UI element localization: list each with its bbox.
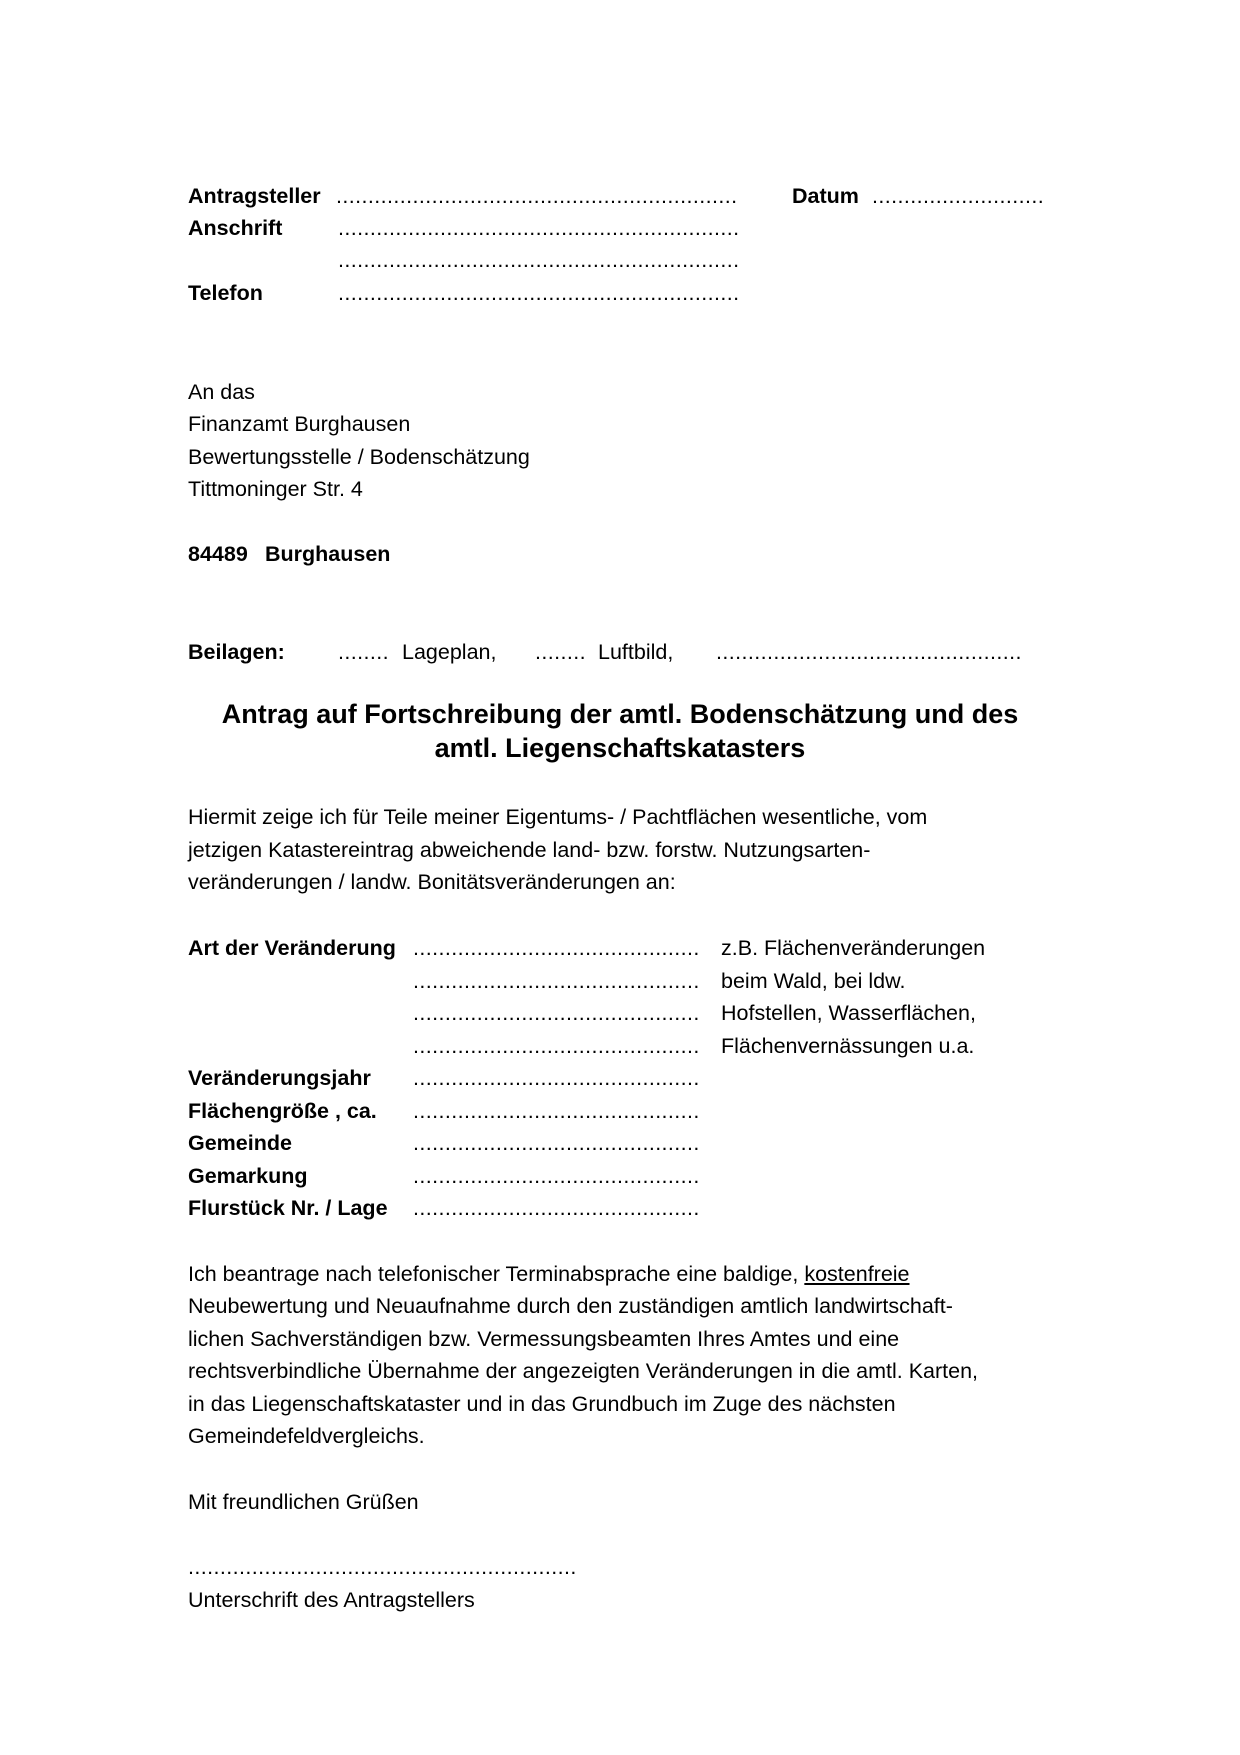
request-line-1-text: Ich beantrage nach telefonischer Terminabsprache eine baldige,: [188, 1262, 805, 1286]
change-year-field[interactable]: .............................................: [413, 1066, 700, 1090]
parcel-number-label: Flurstück Nr. / Lage: [188, 1196, 388, 1220]
request-line-5: in das Liegenschaftskataster und in das Grundbuch im Zuge des nächsten: [188, 1392, 896, 1416]
date-label: Datum: [792, 184, 859, 208]
request-line-3: lichen Sachverständigen bzw. Vermessungsbeamten Ihres Amtes und eine: [188, 1327, 900, 1351]
area-size-label: Flächengröße , ca.: [188, 1099, 377, 1123]
signature-field[interactable]: .............................................................: [188, 1555, 577, 1579]
change-year-label: Veränderungsjahr: [188, 1066, 371, 1090]
recipient-line-1: An das: [188, 380, 255, 404]
request-line-1: [188, 1258, 910, 1290]
attachment-site-plan: Lageplan,: [402, 640, 497, 664]
change-type-hint-2: beim Wald, bei ldw.: [721, 969, 906, 993]
request-cost-free-emphasis: kostenfreie: [804, 1262, 910, 1286]
applicant-label: Antragsteller: [188, 184, 321, 208]
phone-field[interactable]: ...............................................................: [338, 281, 740, 305]
address-field-2[interactable]: ...............................................................: [338, 248, 740, 272]
change-type-hint-3: Hofstellen, Wasserflächen,: [721, 1001, 976, 1025]
attachments-count-1[interactable]: ........: [338, 640, 389, 664]
cadastral-district-field[interactable]: .............................................: [413, 1164, 700, 1188]
change-type-label: Art der Veränderung: [188, 936, 396, 960]
attachments-other-field[interactable]: ................................................: [716, 640, 1022, 664]
change-type-field-3[interactable]: .............................................: [413, 1001, 700, 1025]
change-type-field-1[interactable]: .............................................: [413, 936, 700, 960]
request-line-6: Gemeindefeldvergleichs.: [188, 1424, 425, 1448]
change-type-field-2[interactable]: .............................................: [413, 969, 700, 993]
recipient-line-2: Finanzamt Burghausen: [188, 412, 411, 436]
recipient-line-3: Bewertungsstelle / Bodenschätzung: [188, 445, 530, 469]
municipality-field[interactable]: .............................................: [413, 1131, 700, 1155]
request-line-2: Neubewertung und Neuaufnahme durch den zuständigen amtlich landwirtschaft-: [188, 1294, 953, 1318]
document-title-line-2: amtl. Liegenschaftskatasters: [434, 733, 806, 763]
date-field[interactable]: ...........................: [872, 184, 1045, 208]
attachments-count-2[interactable]: ........: [535, 640, 586, 664]
change-type-field-4[interactable]: .............................................: [413, 1034, 700, 1058]
document-title-line-1: Antrag auf Fortschreibung der amtl. Bodenschätzung und des: [221, 699, 1019, 729]
area-size-field[interactable]: .............................................: [413, 1099, 700, 1123]
recipient-line-4: Tittmoninger Str. 4: [188, 477, 363, 501]
intro-line-2: jetzigen Katastereintrag abweichende land- bzw. forstw. Nutzungsarten-: [188, 838, 871, 862]
closing-greeting: Mit freundlichen Grüßen: [188, 1490, 419, 1514]
attachments-label: Beilagen:: [188, 640, 285, 664]
applicant-field[interactable]: ...............................................................: [336, 184, 738, 208]
change-type-hint-1: z.B. Flächenveränderungen: [721, 936, 986, 960]
parcel-number-field[interactable]: .............................................: [413, 1196, 700, 1220]
signature-label: Unterschrift des Antragstellers: [188, 1588, 475, 1612]
intro-line-3: veränderungen / landw. Bonitätsveränderungen an:: [188, 870, 676, 894]
recipient-postal-code: 84489: [188, 542, 248, 566]
cadastral-district-label: Gemarkung: [188, 1164, 308, 1188]
municipality-label: Gemeinde: [188, 1131, 292, 1155]
recipient-city: Burghausen: [265, 542, 391, 566]
intro-line-1: Hiermit zeige ich für Teile meiner Eigentums- / Pachtflächen wesentliche, vom: [188, 805, 928, 829]
change-type-hint-4: Flächenvernässungen u.a.: [721, 1034, 975, 1058]
request-line-4: rechtsverbindliche Übernahme der angezeigten Veränderungen in die amtl. Karten,: [188, 1359, 979, 1383]
phone-label: Telefon: [188, 281, 263, 305]
attachment-aerial-photo: Luftbild,: [598, 640, 674, 664]
address-field-1[interactable]: ...............................................................: [338, 216, 740, 240]
address-label: Anschrift: [188, 216, 283, 240]
